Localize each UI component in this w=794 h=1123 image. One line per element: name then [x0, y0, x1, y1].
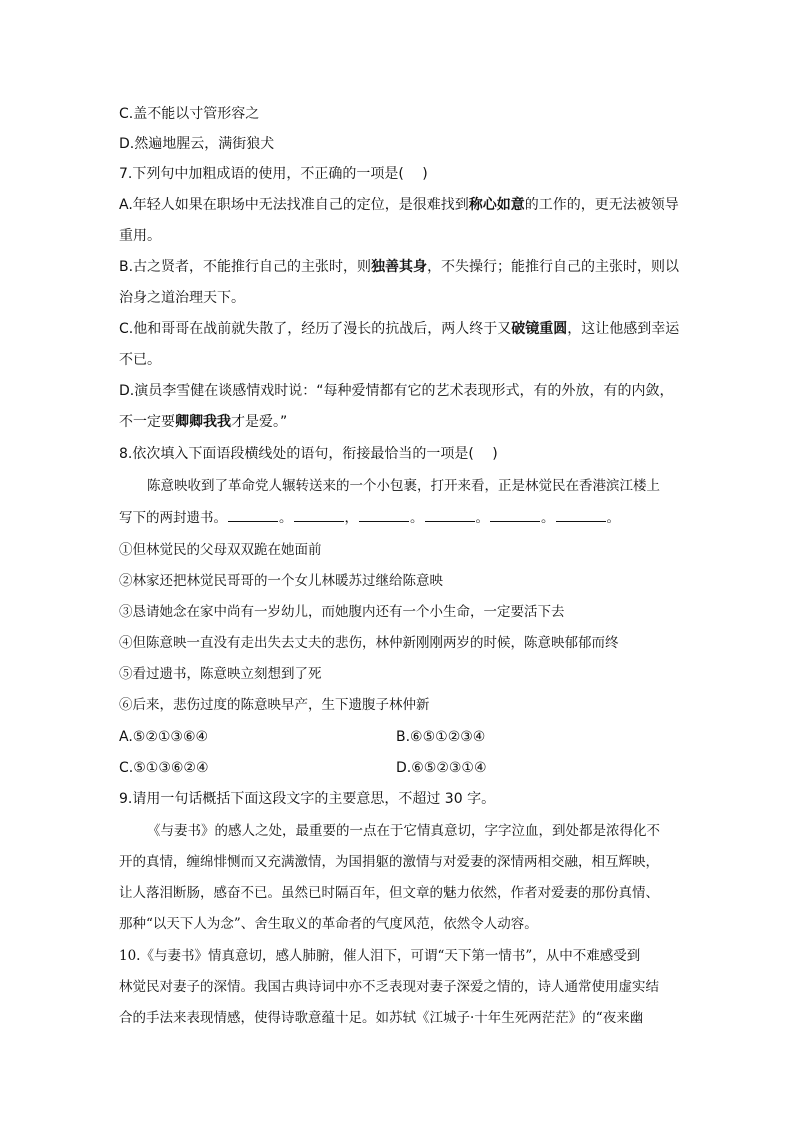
- q9-stem: 9.请用一句话概括下面这段文字的主要意思，不超过 30 字。: [119, 791, 496, 807]
- q7-option-a-line1: [119, 195, 679, 215]
- text: A.年轻人如果在职场中无法找准自己的定位，是很难找到: [119, 197, 469, 213]
- text: 才是爱。”: [231, 414, 288, 430]
- q8-passage-line1: 陈意映收到了革命党人辗转送来的一个小包裹，打开来看，正是林觉民在香港滨江楼上: [147, 478, 660, 494]
- q8-sentence-1: ①但林觉民的父母双双跪在她面前: [119, 542, 322, 558]
- q9-passage-line4: 那种“以天下人为念”、舍生取义的革命者的气度风范，依然令人动容。: [119, 916, 538, 932]
- q9-passage-line1: 《与妻书》的感人之处，最重要的一点在于它情真意切，字字泣血，到处都是浓得化不: [147, 823, 660, 839]
- q10-line1: 10.《与妻书》情真意切，感人肺腑，催人泪下，可谓“天下第一情书”，从中不难感受到: [119, 948, 641, 964]
- fill-blank[interactable]: [359, 509, 409, 522]
- fill-blank[interactable]: [425, 509, 475, 522]
- q7-option-b-line2: 治身之道治理天下。: [119, 290, 245, 306]
- text: ，不失操行；能推行自己的主张时，则以: [427, 259, 680, 275]
- fill-blank[interactable]: [556, 509, 606, 522]
- bold-idiom: 卿卿我我: [175, 414, 231, 430]
- q7-stem: 7.下列句中加粗成语的使用，不正确的一项是( ): [119, 166, 428, 182]
- q7-option-d-line1: D.演员李雪健在谈感情戏时说：“每种爱情都有它的艺术表现形式，有的外放，有的内敛，: [119, 383, 674, 399]
- text: 的工作的，更无法被领导: [524, 197, 679, 213]
- q8-stem: 8.依次填入下面语段横线处的语句，衔接最恰当的一项是( ): [119, 446, 498, 462]
- q10-line3: 合的手法来表现情感，使得诗歌意蕴十足。如苏轼《江城子·十年生死两茫茫》的“夜来幽: [119, 1010, 644, 1026]
- punct: 。: [410, 510, 424, 526]
- punct: 。: [606, 510, 620, 526]
- q8-sentence-2: ②林家还把林觉民哥哥的一个女儿林暖苏过继给陈意映: [119, 573, 443, 589]
- q7-option-c-line1: [119, 319, 679, 339]
- text: ，这让他感到幸运: [567, 321, 680, 337]
- q9-passage-line2: 开的真情，缠绵悱恻而又充满激情，为国捐躯的激情与对爱妻的深情两相交融，相互辉映，: [119, 854, 659, 870]
- q8-option-a: A.⑤②①③⑥④: [119, 729, 209, 745]
- bold-idiom: 独善其身: [371, 259, 428, 275]
- q8-sentence-5: ⑤看过遗书，陈意映立刻想到了死: [119, 666, 322, 682]
- q8-option-b: B.⑥⑤①②③④: [396, 729, 486, 745]
- q9-passage-line3: 让人落泪断肠，感奋不已。虽然已时隔百年，但文章的魅力依然，作者对爱妻的那份真情、: [119, 885, 659, 901]
- q7-option-b-line1: [119, 257, 679, 277]
- q8-option-c: C.⑤①③⑥②④: [119, 760, 209, 776]
- bold-idiom: 称心如意: [468, 197, 525, 213]
- punct: 。: [541, 510, 555, 526]
- q8-passage-line2: [119, 508, 620, 528]
- q8-sentence-6: ⑥后来，悲伤过度的陈意映早产，生下遗腹子林仲新: [119, 697, 430, 713]
- punct: 。: [279, 510, 293, 526]
- q10-line2: 林觉民对妻子的深情。我国古典诗词中亦不乏表现对妻子深爱之情的，诗人通常使用虚实结: [119, 979, 659, 995]
- text: B.古之贤者，不能推行自己的主张时，则: [119, 259, 372, 275]
- q8-sentence-3: ③恳请她念在家中尚有一岁幼儿，而她腹内还有一个小生命，一定要活下去: [119, 604, 565, 620]
- fill-blank[interactable]: [490, 509, 540, 522]
- q7-option-c-line2: 不已。: [119, 352, 161, 368]
- fill-blank[interactable]: [294, 509, 344, 522]
- punct: 。: [475, 510, 489, 526]
- fill-blank[interactable]: [228, 509, 278, 522]
- bold-idiom: 破镜重圆: [511, 321, 568, 337]
- text: 不一定要: [119, 414, 175, 430]
- q6-option-d: D.然遍地腥云，满街狼犬: [119, 136, 275, 152]
- q6-option-c: C.盖不能以寸管形容之: [119, 106, 260, 122]
- q7-option-a-line2: 重用。: [119, 228, 161, 244]
- punct: ，: [344, 510, 358, 526]
- text: C.他和哥哥在战前就失散了，经历了漫长的抗战后，两人终于又: [119, 321, 512, 337]
- q8-sentence-4: ④但陈意映一直没有走出失去丈夫的悲伤，林仲新刚刚两岁的时候，陈意映郁郁而终: [119, 635, 619, 651]
- q7-option-d-line2: [119, 412, 287, 432]
- q8-option-d: D.⑥⑤②③①④: [396, 760, 487, 776]
- text: 写下的两封遗书。: [119, 510, 227, 526]
